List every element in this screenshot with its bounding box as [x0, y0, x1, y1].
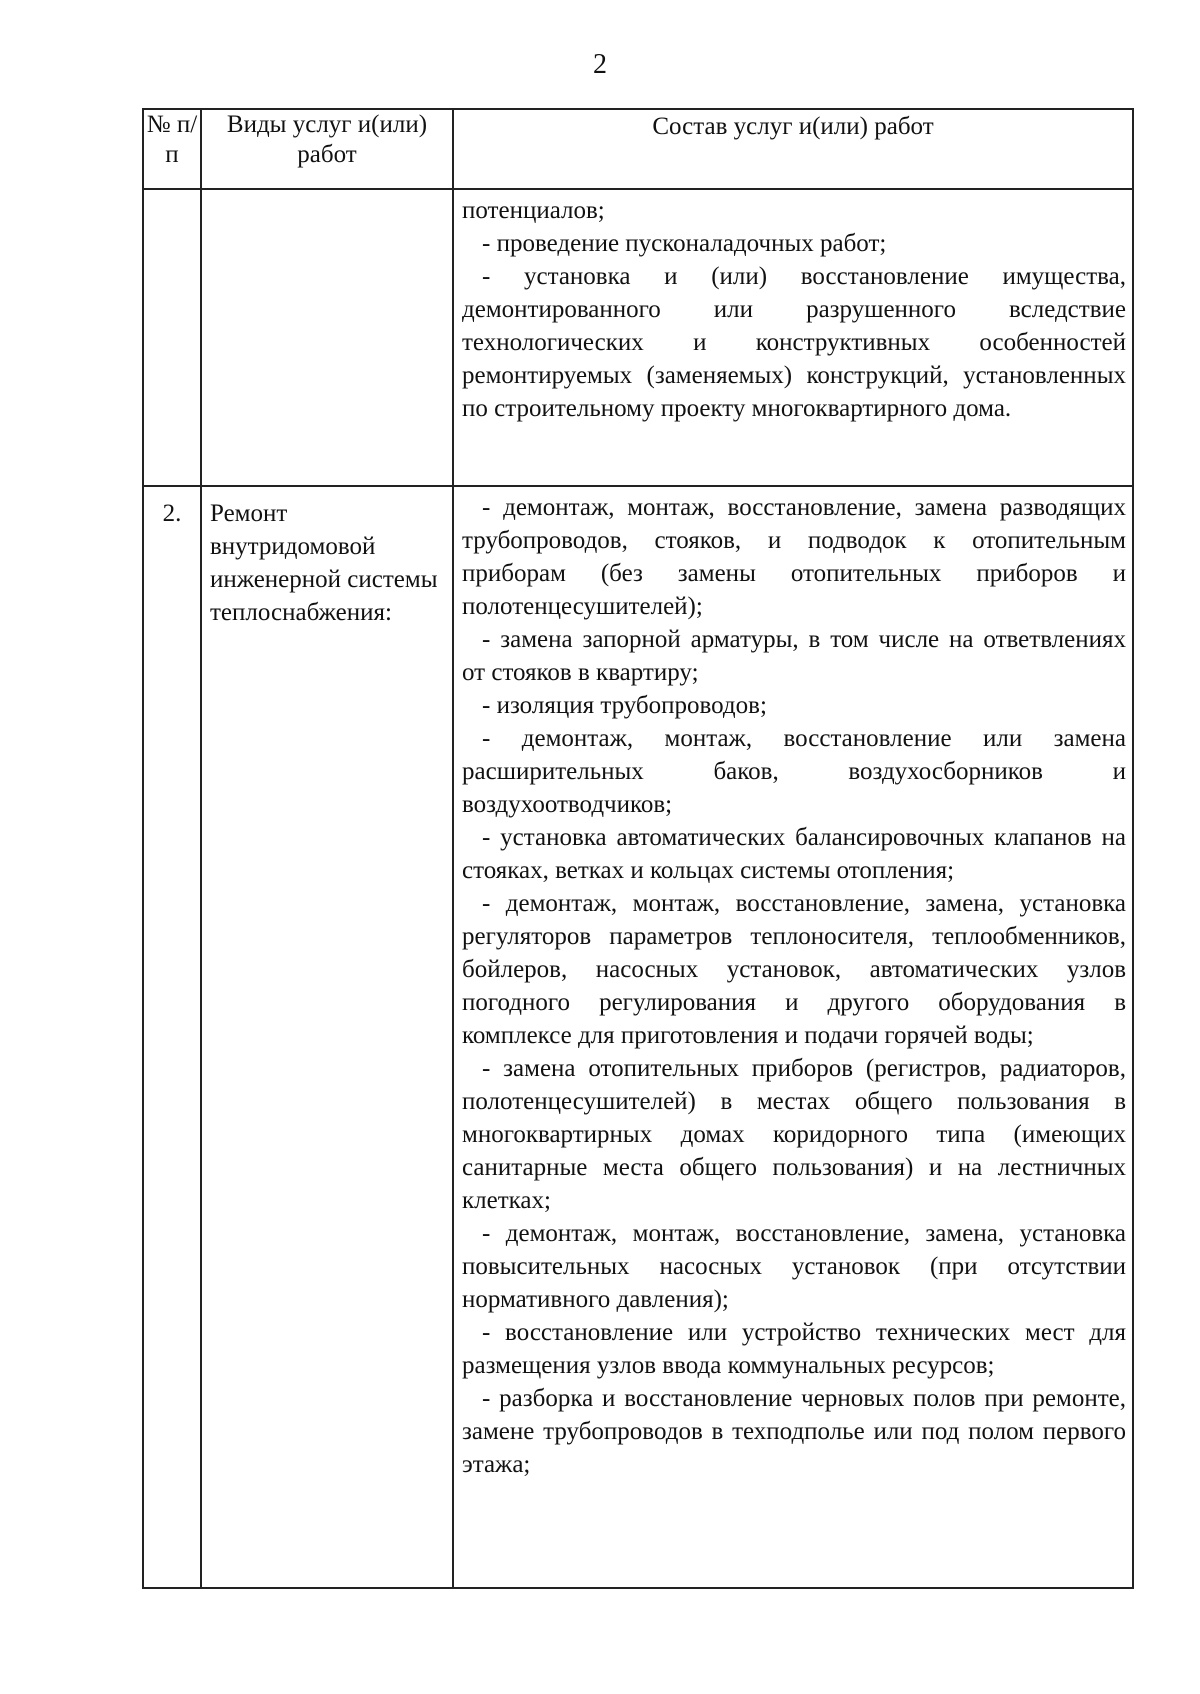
- table-row: [143, 189, 1133, 486]
- list-item: - установка и (или) восстановление имущества, демонтированного или разрушенного вследствие технологических и конструктивных особенностей ремонтируемых (заменяемых) конструкций, установленных по строительному проекту многоквартирного дома.: [462, 263, 1126, 422]
- row-service-content: [453, 486, 1133, 1588]
- list-item: - проведение пусконаладочных работ;: [482, 230, 887, 257]
- list-item: - разборка и восстановление черновых полов при ремонте, замене трубопроводов в техподполье или под полом первого этажа;: [462, 1385, 1126, 1478]
- row-number: [143, 189, 201, 486]
- list-item: - установка автоматических балансировочных клапанов на стояках, ветках и кольцах системы отопления;: [462, 824, 1126, 884]
- list-item: - демонтаж, монтаж, восстановление или замена расширительных баков, воздухосборников и воздухоотводчиков;: [462, 725, 1126, 818]
- list-item: - демонтаж, монтаж, восстановление, замена, установка регуляторов параметров теплоносителя, теплообменников, бойлеров, насосных установок, автоматических узлов погодного регулирования и другого оборудования в комплексе для приготовления и подачи горячей воды;: [462, 890, 1126, 1049]
- list-item: потенциалов;: [462, 197, 605, 224]
- header-service-type: Виды услуг и(или) работ: [201, 109, 453, 189]
- list-item: - восстановление или устройство технических мест для размещения узлов ввода коммунальных ресурсов;: [462, 1319, 1126, 1379]
- row-service-type: [201, 189, 453, 486]
- header-number: № п/п: [143, 109, 201, 189]
- header-service-content: Состав услуг и(или) работ: [453, 109, 1133, 189]
- table-row: [143, 486, 1133, 1588]
- services-table: [142, 108, 1134, 1589]
- list-item: - демонтаж, монтаж, восстановление, замена разводящих трубопроводов, стояков, и подводок к отопительным приборам (без замены отопительных приборов и полотенцесушителей);: [462, 494, 1126, 620]
- list-item: - замена запорной арматуры, в том числе на ответвлениях от стояков в квартиру;: [462, 626, 1126, 686]
- list-item: - демонтаж, монтаж, восстановление, замена, установка повысительных насосных установок (при отсутствии нормативного давления);: [462, 1220, 1126, 1313]
- row-service-type: Ремонт внутридомовой инженерной системы теплоснабжения:: [201, 486, 453, 1588]
- list-item: - изоляция трубопроводов;: [482, 692, 767, 719]
- page-number: 2: [593, 49, 607, 80]
- table-header-row: [143, 109, 1133, 189]
- list-item: - замена отопительных приборов (регистров, радиаторов, полотенцесушителей) в местах общего пользования в многоквартирных домах коридорного типа (имеющих санитарные места общего пользования) и на лестничных клетках;: [462, 1055, 1126, 1214]
- row-service-content: [453, 189, 1133, 486]
- row-number: 2.: [143, 486, 201, 1588]
